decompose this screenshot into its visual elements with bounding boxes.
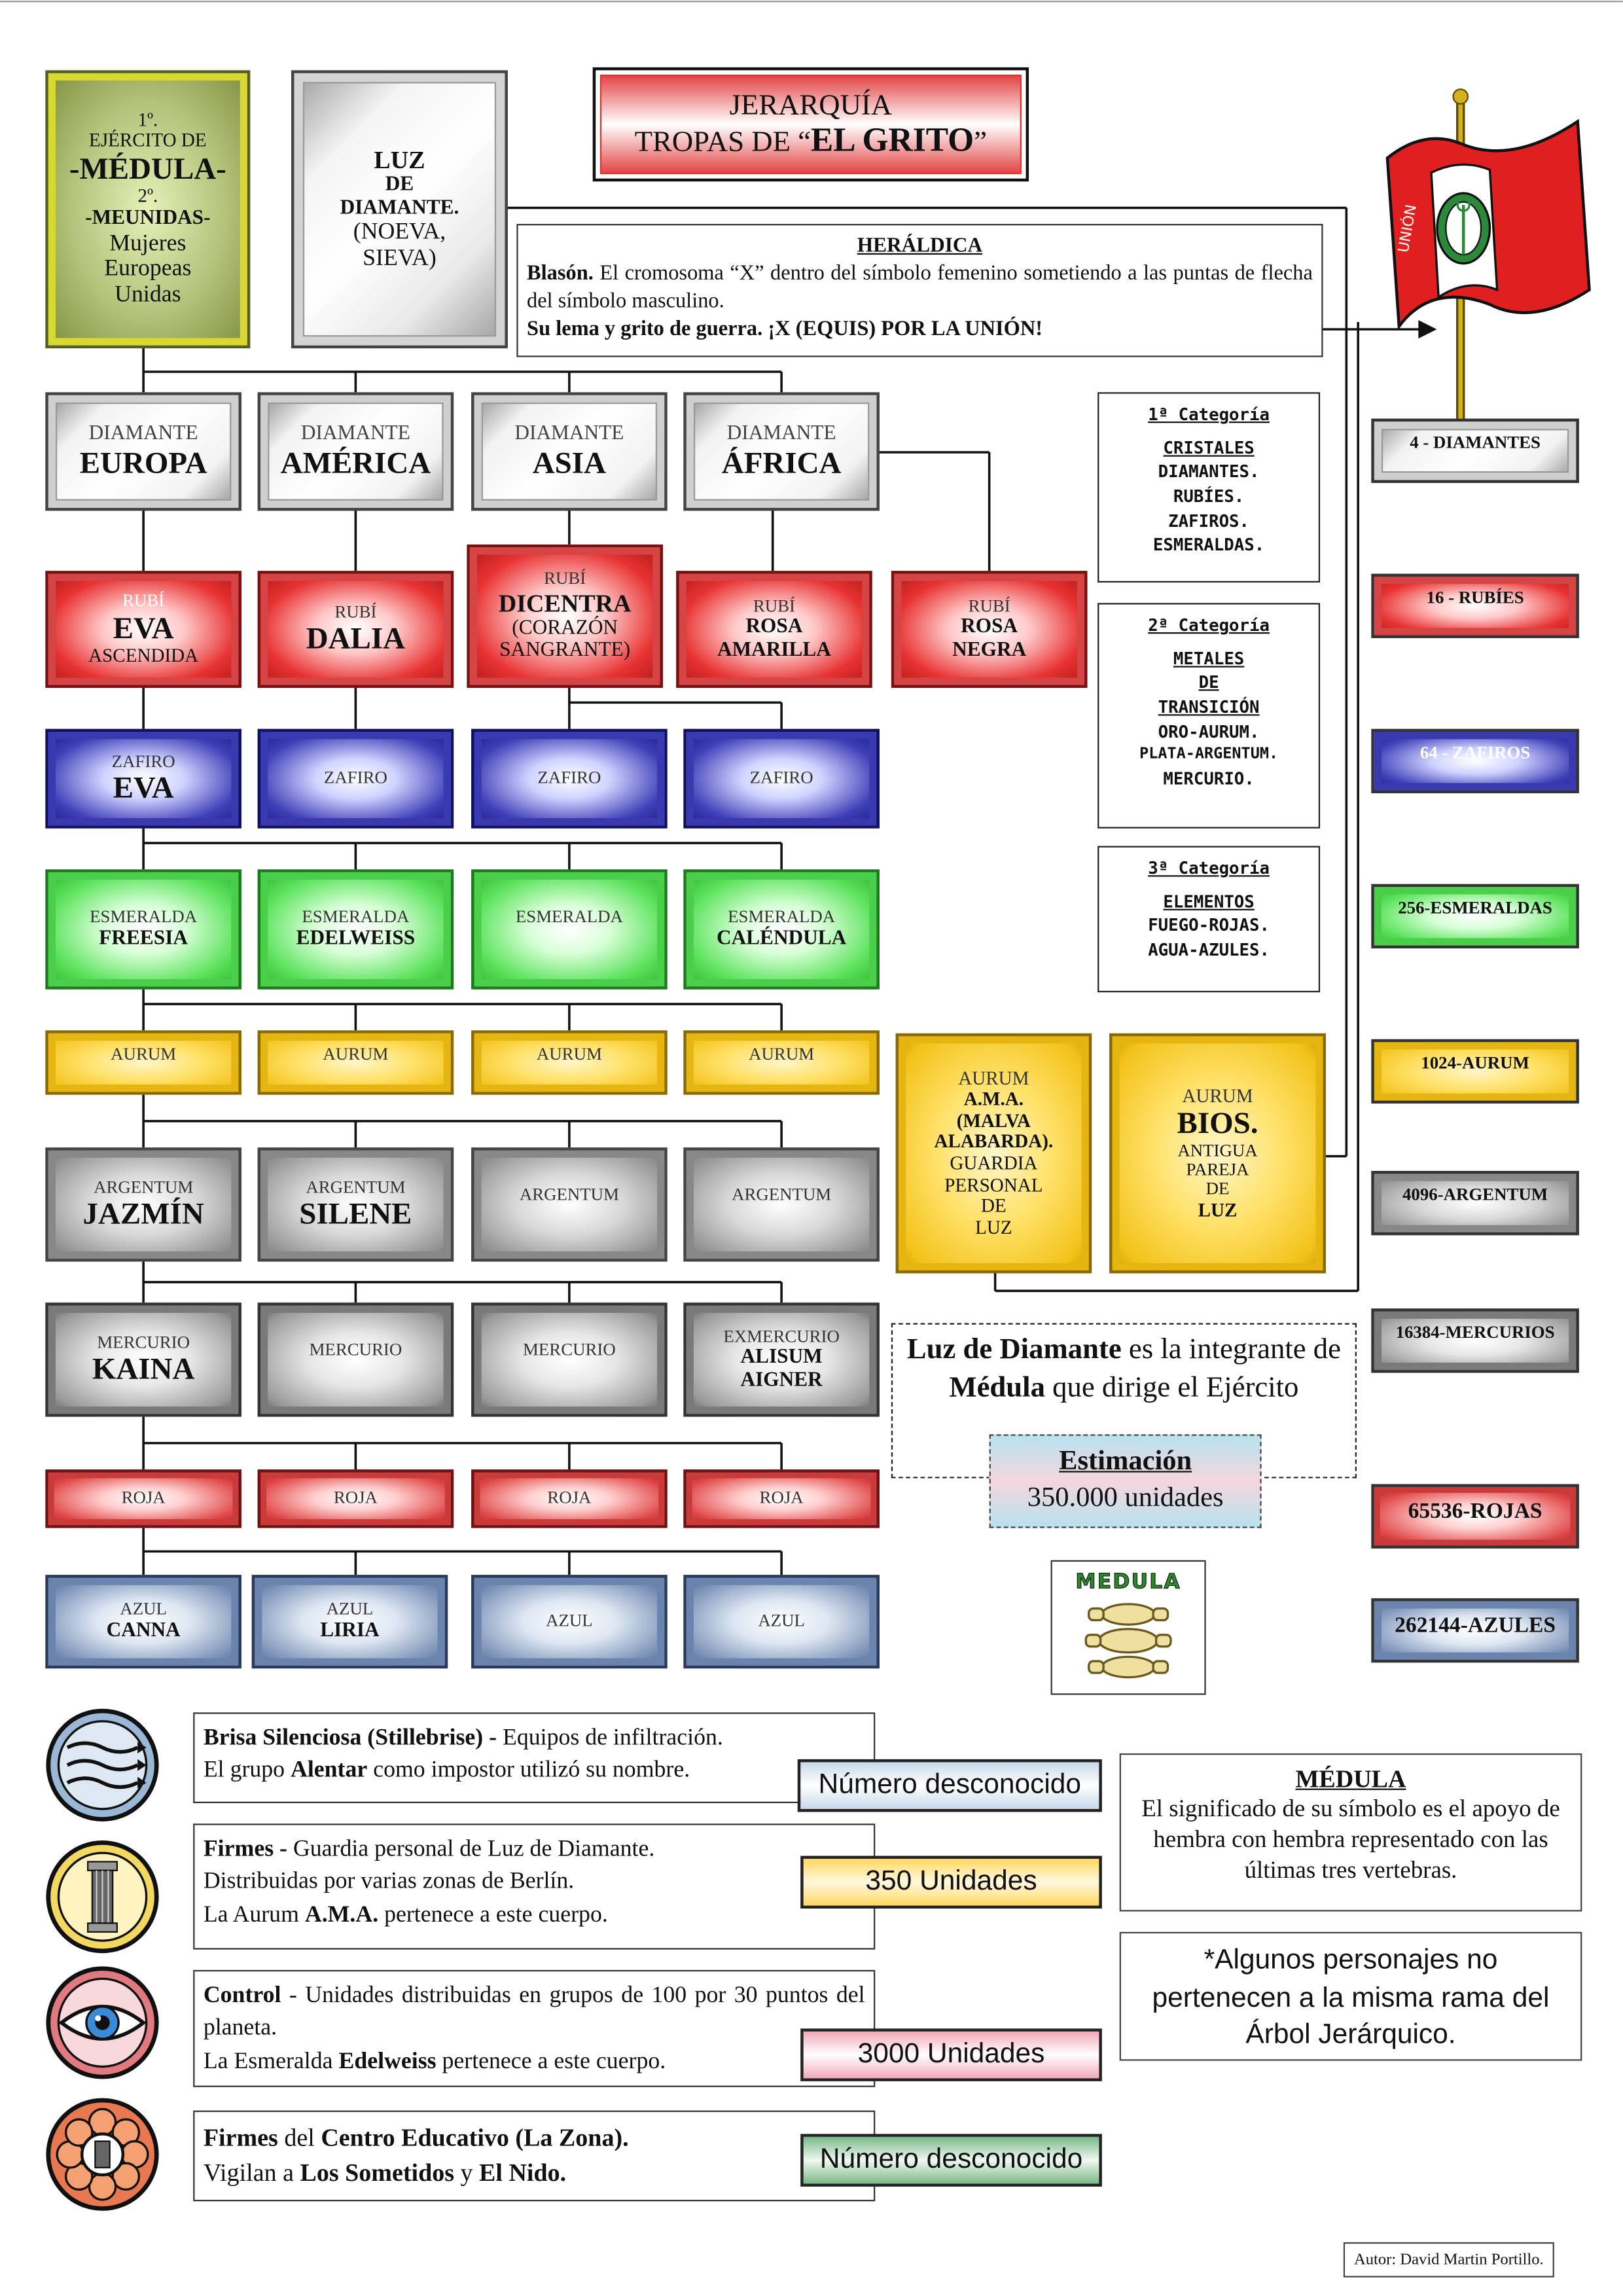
roja-label: ROJA (121, 1487, 166, 1508)
diamante-europa (45, 392, 241, 511)
medula-definicion-title: MÉDULA (1295, 1765, 1406, 1793)
aurum-ama5: PERSONAL (944, 1173, 1043, 1195)
grupo-brisa-silenciosa (193, 1712, 875, 1803)
zafiro-label: ZAFIRO (537, 767, 601, 788)
esmeralda-edelweiss (258, 869, 454, 989)
diamante-america (258, 392, 454, 511)
aurum-1 (45, 1030, 241, 1094)
diamante-name: ASIA (532, 444, 606, 480)
aurum-label: AURUM (536, 1043, 602, 1064)
count-zafiros: 64 - ZAFIROS (1371, 729, 1579, 793)
column-pillar-icon (44, 1839, 161, 1956)
mercurio-3 (471, 1302, 668, 1416)
grupo-zona-line1: Firmes del Centro Educativo (La Zona). (203, 2123, 629, 2152)
medula-l8: Unidas (115, 283, 181, 308)
categoria-line: MERCURIO. (1163, 768, 1255, 789)
rubi-dicentra-name: DICENTRA (498, 589, 632, 617)
count-esmeraldas: 256-ESMERALDAS (1371, 884, 1579, 948)
esmeralda-freesia (45, 869, 241, 989)
mercurio-kaina-name: KAINA (92, 1350, 195, 1386)
grupo-control-line3: La Esmeralda Edelweiss pertenece a este cuerpo. (203, 2049, 666, 2074)
aurum-label: AURUM (1182, 1083, 1253, 1106)
luz-de-diamante-box (291, 70, 508, 348)
union-flag-icon (1373, 85, 1596, 425)
esmeralda-3 (471, 869, 668, 989)
aurum-bios (1109, 1033, 1326, 1274)
categoria-line: PLATA-ARGENTUM. (1139, 745, 1279, 763)
diamante-africa (683, 392, 880, 511)
grupo-brisa-line1: Brisa Silenciosa (Stillebrise) - Equipos de infiltración. (203, 1725, 723, 1751)
categoria-line: TRANSICIÓN (1158, 696, 1260, 717)
luz-note-text: Luz de Diamante es la integrante de Médula que dirige el Ejército (906, 1333, 1342, 1404)
rose-window-icon (44, 2096, 161, 2213)
roja-label: ROJA (759, 1487, 804, 1508)
zafiro-eva-name: EVA (113, 770, 174, 805)
argentum-silene (258, 1147, 454, 1261)
rubi-label: RUBÍ (544, 567, 586, 589)
categoria-line: RUBÍES. (1173, 486, 1245, 507)
medula-logo-text: MEDULA (1075, 1570, 1181, 1594)
grupo-firmes-line1: Firmes - Guardia personal de Luz de Diamante. (203, 1837, 655, 1862)
azul-name: LIRIA (320, 1620, 380, 1642)
rubi-eva-name: EVA (113, 609, 174, 645)
argentum-4 (683, 1147, 880, 1261)
grupo-brisa-line2: El grupo Alentar como impostor utilizó su nombre. (203, 1758, 690, 1784)
rubi-dicentra (467, 545, 663, 688)
aurum-bios-name: BIOS. (1177, 1105, 1258, 1141)
roja-label: ROJA (333, 1487, 378, 1508)
diamante-label: DIAMANTE (514, 423, 624, 445)
luz-l1: LUZ (374, 146, 425, 174)
medula-l4: 2º. (137, 185, 158, 207)
aurum-4 (683, 1030, 880, 1094)
argentum-label: ARGENTUM (732, 1184, 832, 1205)
categoria-line: DE (1198, 672, 1219, 693)
medula-l6: Mujeres (109, 230, 187, 256)
medula-definicion (1120, 1753, 1582, 1912)
heraldica-text: Blasón. El cromosoma “X” dentro del símbolo femenino sometiendo a las puntas de flecha del símbolo masculino. (527, 262, 1313, 314)
azul-label: AZUL (120, 1598, 167, 1620)
rubi-label: RUBÍ (122, 590, 165, 611)
medula-definicion-text: El significado de su símbolo es el apoyo de hembra con hembra representado con las últimas tres vertebras. (1141, 1795, 1560, 1883)
mercurio-2 (258, 1302, 454, 1416)
rubi-rosa-am2: AMARILLA (717, 639, 831, 662)
aurum-ama2: (MALVA (956, 1109, 1031, 1132)
grupo-firmes-line2: Distribuidas por varias zonas de Berlín. (203, 1869, 575, 1895)
nota-box (1120, 1932, 1582, 2061)
rubi-rosa-ne1: ROSA (961, 616, 1018, 639)
zafiro-eva (45, 729, 241, 829)
roja-2 (258, 1469, 454, 1528)
zafiro-label: ZAFIRO (749, 767, 813, 788)
heraldica-box (516, 224, 1323, 357)
zafiro-3 (471, 729, 668, 829)
mercurio-label: MERCURIO (97, 1331, 190, 1352)
azul-4 (683, 1575, 880, 1668)
grupo-zona-line2: Vigilan a Los Sometidos y El Nido. (203, 2158, 567, 2187)
argentum-label: ARGENTUM (306, 1175, 406, 1197)
azul-label: AZUL (758, 1610, 805, 1631)
categoria-1 (1097, 392, 1320, 583)
azul-canna (45, 1575, 241, 1668)
wind-waves-icon (44, 1706, 161, 1823)
argentum-label: ARGENTUM (519, 1184, 619, 1205)
luz-l3: DIAMANTE. (340, 197, 459, 219)
aurum-label: AURUM (958, 1066, 1029, 1089)
medula-logo (1051, 1560, 1206, 1695)
grupo-control (193, 1970, 875, 2087)
rubi-label: RUBÍ (334, 600, 377, 622)
aurum-3 (471, 1030, 668, 1094)
exmercurio-alisum (683, 1302, 880, 1416)
zafiro-2 (258, 729, 454, 829)
aurum-bios4: DE (1205, 1179, 1230, 1200)
esmeralda-label: ESMERALDA (302, 906, 410, 927)
aurum-ama1: A.M.A. (963, 1088, 1024, 1110)
roja-1 (45, 1469, 241, 1528)
exmercurio-name1: ALISUM (740, 1346, 823, 1369)
argentum-name: SILENE (299, 1195, 412, 1231)
categoria-line: ORO-AURUM. (1158, 721, 1260, 742)
argentum-label: ARGENTUM (94, 1175, 194, 1197)
zafiro-4 (683, 729, 880, 829)
aurum-bios3: PAREJA (1186, 1159, 1249, 1180)
estimacion-box (990, 1434, 1262, 1528)
diamante-name: EUROPA (79, 444, 207, 480)
roja-3 (471, 1469, 668, 1528)
categoria-title: 1ª Categoría (1148, 404, 1270, 425)
pill-brisa: Número desconocido (798, 1759, 1102, 1812)
zafiro-label: ZAFIRO (111, 750, 175, 771)
categoria-line: ESMERALDAS. (1152, 535, 1265, 556)
luz-l4: (NOEVA, (353, 220, 446, 245)
esmeralda-label: ESMERALDA (515, 906, 623, 927)
mercurio-label: MERCURIO (309, 1339, 402, 1360)
eye-icon (44, 1964, 161, 2081)
azul-name: CANNA (106, 1620, 181, 1642)
categoria-line: AGUA-AZULES. (1148, 939, 1270, 960)
luz-l2: DE (385, 173, 414, 196)
rubi-dicentra-sub2: SANGRANTE) (499, 639, 631, 662)
heraldica-lema: Su lema y grito de guerra. ¡X (EQUIS) POR LA UNIÓN! (527, 317, 1043, 341)
diamante-name: ÁFRICA (721, 444, 842, 480)
esmeralda-calendula (683, 869, 880, 989)
aurum-ama7: LUZ (975, 1215, 1012, 1238)
categoria-line: ELEMENTOS (1163, 891, 1255, 912)
rubi-rosa-negra (891, 571, 1088, 688)
rubi-rosa-amarilla (676, 571, 872, 688)
azul-label: AZUL (546, 1610, 593, 1631)
rubi-eva (45, 571, 241, 688)
categoria-line: METALES (1173, 647, 1245, 669)
count-aurum: 1024-AURUM (1371, 1039, 1579, 1103)
vertebrae-icon (1077, 1597, 1180, 1685)
argentum-jazmin (45, 1147, 241, 1261)
azul-label: AZUL (326, 1598, 374, 1620)
pill-control: 3000 Unidades (800, 2028, 1102, 2081)
aurum-ama6: DE (980, 1194, 1007, 1217)
zafiro-label: ZAFIRO (323, 767, 387, 788)
rubi-rosa-ne2: NEGRA (952, 639, 1027, 662)
exmercurio-name2: AIGNER (740, 1369, 823, 1391)
medula-l1: 1º. (137, 107, 158, 130)
aurum-2 (258, 1030, 454, 1094)
esmeralda-label: ESMERALDA (728, 906, 836, 927)
diamante-label: DIAMANTE (726, 423, 836, 445)
roja-label: ROJA (547, 1487, 592, 1508)
categoria-line: DIAMANTES. (1158, 461, 1260, 482)
heraldica-title: HERÁLDICA (857, 236, 983, 258)
rubi-dicentra-sub1: (CORAZÓN (512, 617, 618, 639)
aurum-ama3: ALABARDA). (934, 1130, 1054, 1153)
author-credit: Autor: David Martin Portillo. (1344, 2242, 1554, 2278)
azul-3 (471, 1575, 668, 1668)
medula-l7: Europeas (104, 257, 192, 282)
pill-zona: Número desconocido (800, 2134, 1102, 2187)
categoria-line: FUEGO-ROJAS. (1148, 915, 1270, 936)
categoria-title: 2ª Categoría (1148, 615, 1270, 636)
nota-text: *Algunos personajes no pertenecen a la misma rama del Árbol Jerárquico. (1152, 1945, 1550, 2051)
luz-l5: SIEVA) (363, 246, 437, 272)
title-line1: JERARQUÍA (729, 89, 893, 122)
aurum-bios2: ANTIGUA (1177, 1139, 1258, 1160)
count-argentum: 4096-ARGENTUM (1371, 1171, 1579, 1235)
count-rojas: 65536-ROJAS (1371, 1484, 1579, 1549)
title-box (593, 67, 1029, 181)
svg-text:UNIÓN: UNIÓN (1395, 203, 1420, 254)
aurum-ama4: GUARDIA (950, 1151, 1038, 1174)
categoria-line: ZAFIROS. (1168, 510, 1250, 531)
diamante-label: DIAMANTE (300, 423, 410, 445)
rubi-rosa-am1: ROSA (745, 616, 803, 639)
diamante-asia (471, 392, 668, 511)
rubi-label: RUBÍ (968, 595, 1010, 616)
grupo-firmes-line3: La Aurum A.M.A. pertenece a este cuerpo. (203, 1902, 608, 1928)
aurum-bios5: LUZ (1198, 1198, 1238, 1221)
roja-4 (683, 1469, 880, 1528)
exmercurio-label: EXMERCURIO (723, 1325, 840, 1346)
argentum-3 (471, 1147, 668, 1261)
esmeralda-name: FREESIA (99, 927, 188, 950)
medula-l2: EJÉRCITO DE (89, 129, 207, 151)
categoria-title: 3ª Categoría (1148, 857, 1270, 878)
grupo-firmes (193, 1823, 875, 1949)
aurum-label: AURUM (111, 1043, 177, 1064)
count-rubies: 16 - RUBÍES (1371, 574, 1579, 638)
estimacion-title: Estimación (1059, 1446, 1192, 1477)
aurum-ama (896, 1033, 1092, 1274)
categoria-line: CRISTALES (1163, 437, 1255, 458)
grupo-firmes-zona (193, 2111, 875, 2202)
argentum-name: JAZMÍN (82, 1195, 204, 1231)
esmeralda-label: ESMERALDA (90, 906, 198, 927)
estimacion-value: 350.000 unidades (1027, 1482, 1224, 1513)
diamante-label: DIAMANTE (88, 423, 198, 445)
count-mercurios: 16384-MERCURIOS (1371, 1308, 1579, 1372)
count-azules: 262144-AZULES (1371, 1598, 1579, 1662)
rubi-dalia (258, 571, 454, 688)
title-line2: TROPAS DE “EL GRITO” (634, 122, 988, 159)
grupo-control-line1: Control - Unidades distribuidas en grupos de 100 por 30 puntos del planeta. (203, 1983, 865, 2041)
categoria-2 (1097, 603, 1320, 828)
rubi-dalia-name: DALIA (306, 620, 406, 656)
medula-l3: -MÉDULA- (69, 150, 226, 186)
mercurio-label: MERCURIO (523, 1339, 616, 1360)
rubi-label: RUBÍ (753, 595, 795, 616)
esmeralda-name: EDELWEISS (296, 927, 416, 950)
medula-box (45, 70, 250, 348)
medula-l5: -MEUNIDAS- (85, 207, 211, 230)
mercurio-kaina (45, 1302, 241, 1416)
diamante-name: AMÉRICA (280, 444, 431, 480)
aurum-label: AURUM (749, 1043, 815, 1064)
rubi-eva-sub: ASCENDIDA (88, 644, 199, 666)
count-diamantes: 4 - DIAMANTES (1371, 419, 1579, 483)
esmeralda-name: CALÉNDULA (716, 927, 847, 950)
categoria-3 (1097, 846, 1320, 993)
pill-firmes: 350 Unidades (800, 1856, 1102, 1909)
aurum-label: AURUM (323, 1043, 389, 1064)
azul-liria (252, 1575, 448, 1668)
